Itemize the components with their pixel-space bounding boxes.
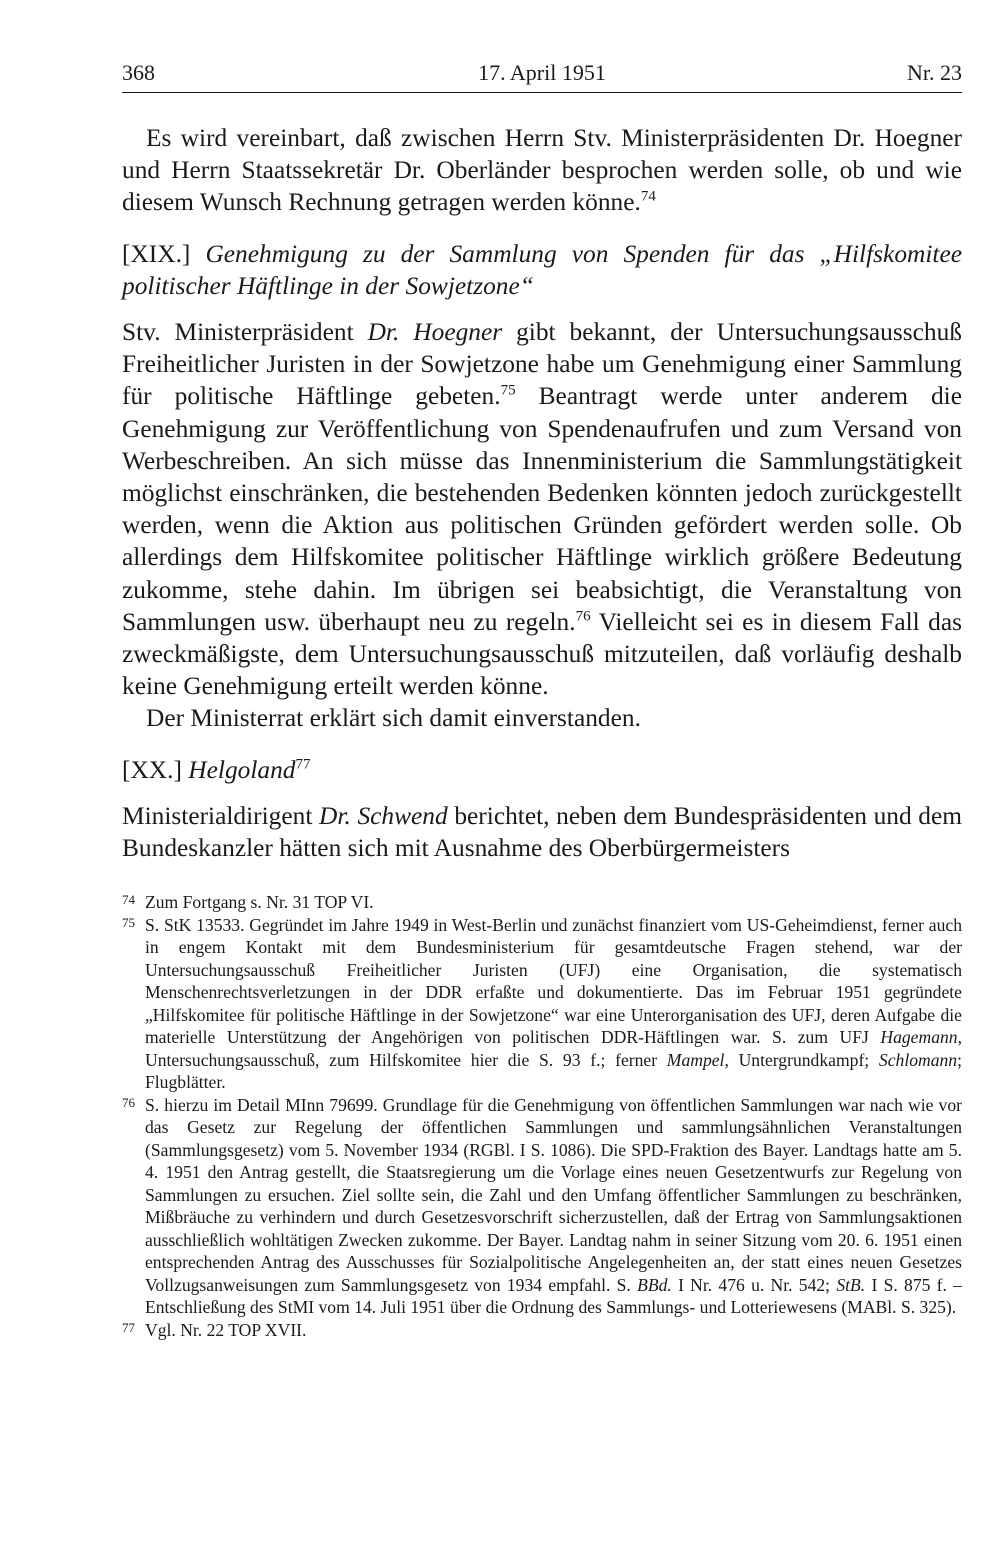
section-number-xix: [XIX.] [122, 239, 191, 268]
footnote-ref-77: 77 [295, 756, 311, 773]
footnote-77: 77 Vgl. Nr. 22 TOP XVII. [122, 1319, 307, 1340]
paragraph-agreement: Es wird vereinbart, daß zwischen Herrn Stv. Ministerpräsidenten Dr. Hoegner und Herrn Staatssekretär Dr. Oberländer besprochen werden solle, ob und wie diesem Wunsch Rechnung getragen werden könne.$^{74}$ [122, 124, 962, 217]
footnote-number-76: 76 [122, 1094, 135, 1110]
footnote-74: 74 Zum Fortgang s. Nr. 31 TOP VI. [122, 892, 374, 912]
footnote-76: 76 S. hierzu im Detail MInn 79699. Grundlage für die Genehmigung von öffentlichen Sammlungen war nach wie vor das Gesetz zur Regelung der öffentlichen Sammlungen und sammlungsähnlichen Veranstaltungen (Sammlungsgesetz) vom 5. November 1934 (RGBl. I S. 1086). Die SPD-Fraktion des Bayer. Landtags hatte am 5. 4. 1951 den Antrag gestellt, die Staatsregierung um die Vorlage eines neuen Gesetzentwurfs zur Regelung von Sammlungen zu ersuchen. Ziel sollte sein, die Zahl und den Umfang öffentlicher Sammlungen zu beschränken, Mißbräuche zu verhindern und durch Gesetzesvorschrift sicherzustellen, daß der Ertrag von Sammlungsaktionen ausschließlich wohltätigen Zwecken zukomme. Der Bayer. Landtag nahm in seiner Sitzung vom 20. 6. 1951 einen entsprechenden Antrag des Ausschusses für Sozialpolitische Angelegenheiten an, der statt eines neuen Gesetzes Vollzugsanweisungen zum Sammlungsgesetz von 1934 empfahl. S. BBd. I Nr. 476 u. Nr. 542; StB. I S. 875 f. – Entschließung des StMI vom 14. Juli 1951 über die Ordnung des Sammlungs- und Lotteriewesens (MABl. S. 325). [122, 1094, 962, 1317]
footnotes [122, 891, 962, 1341]
footnote-number-75: 75 [122, 914, 135, 930]
speaker-name-schwend: Schwend [357, 801, 448, 830]
paragraph-schwend-report: Ministerialdirigent Dr. Schwend berichtet, neben dem Bundespräsidenten und dem Bundeskanzler hätten sich mit Ausnahme des Oberbürgermeisters [122, 801, 962, 863]
cited-source-stb: StB. [836, 1274, 866, 1295]
page-number: 368 [122, 60, 155, 85]
section-heading-xix [122, 238, 962, 302]
cited-author-schlomann: Schlomann [878, 1049, 958, 1070]
cited-author-mampel: Mampel [666, 1049, 725, 1070]
paragraph-council-agrees: Der Ministerrat erklärt sich damit einverstanden. [146, 704, 641, 733]
footnote-number-77: 77 [122, 1319, 135, 1335]
paragraph-hoegner-report: Stv. Ministerpräsident Dr. Hoegner gibt bekannt, der Untersuchungsausschuß Freiheitlicher Juristen in der Sowjetzone habe um Genehmigung einer Sammlung für politische Häftlinge gebeten.$^{75}$ Beantragt werde unter anderem die Genehmigung zur Veröffentlichung von Spendenaufrufen und zum Versand von Werbeschreiben. An sich müsse das Innenministerium die Sammlungstätigkeit möglichst einschränken, die bestehenden Bedenken könnten jedoch zurückgestellt werden, wenn die Aktion aus politischen Gründen gefördert werden solle. Ob allerdings dem Hilfskomitee politischer Häftlinge wirklich größere Bedeutung zukomme, stehe dahin. Im übrigen sei beabsichtigt, die Veranstaltung von Sammlungen usw. überhaupt neu zu regeln.$^{76}$ Vielleicht sei es in diesem Fall das zweckmäßigste, dem Untersuchungsausschuß mitzuteilen, daß vorläufig deshalb keine Genehmigung erteilt werden könne. [122, 318, 962, 701]
section-title-xix: Genehmigung zu der Sammlung von Spenden für das „Hilfskomitee politischer Häftlinge in der Sowjetzone“ [122, 239, 962, 300]
section-title-xx: Helgoland [188, 755, 296, 784]
running-header [122, 56, 962, 93]
section-number-xx: [XX.] [122, 755, 182, 784]
speaker-name-hoegner: Hoegner [413, 318, 503, 347]
main-text [122, 122, 962, 864]
footnote-ref-75: 75 [500, 382, 516, 399]
speaker-title: Dr. [367, 318, 400, 347]
header-date: 17. April 1951 [478, 60, 606, 85]
speaker-title-schwend: Dr. [319, 801, 351, 830]
footnote-number-74: 74 [122, 892, 135, 907]
cited-author-hagemann: Hagemann [880, 1027, 958, 1047]
section-heading-xx [122, 754, 962, 786]
issue-number: Nr. 23 [907, 60, 962, 85]
footnote-ref-76: 76 [575, 608, 591, 625]
footnote-ref-74: 74 [640, 188, 656, 205]
footnote-75: 75 S. StK 13533. Gegründet im Jahre 1949 in West-Berlin und zunächst finanziert vom US-Geheimdienst, ferner auch in engem Kontakt mit dem Bundesministerium für gesamtdeutsche Fragen stehend, war der Untersuchungsausschuß Freiheitlicher Juristen (UFJ) eine Organisation, die systematisch Menschenrechtsverletzungen in der DDR erfaßte und dokumentierte. Das im Februar 1951 gegründete „Hilfskomitee für politische Häftlinge in der Sowjetzone“ war eine Unterorganisation des UFJ, deren Aufgabe die materielle Unterstützung der Angehörigen von politischen DDR-Häftlingen war. S. zum UFJ Hagemann, Untersuchungsausschuß, zum Hilfskomitee hier die S. 93 f.; ferner Mampel, Untergrundkampf; Schlomann; Flugblätter. [122, 914, 962, 1092]
cited-source-bbd: BBd. [637, 1274, 672, 1295]
